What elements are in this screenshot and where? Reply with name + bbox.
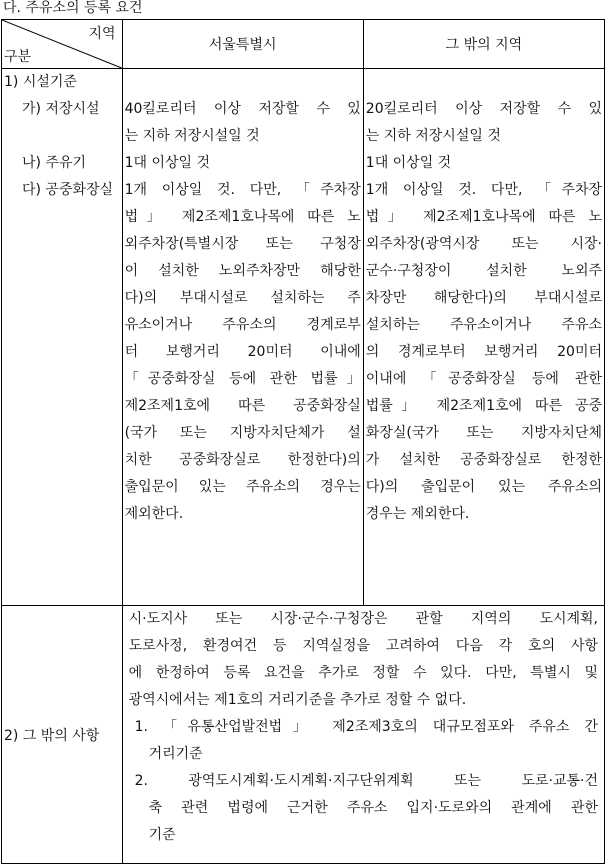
other-storage-line: 는 지하 저장시설일 것 (365, 128, 501, 144)
other-toilet-line: 화장실(국가 또는 지방자치단체 (365, 425, 602, 441)
intro-line: 도로사정, 환경여건 등 지역실정을 고려하여 다음 각 호의 사항 (128, 638, 598, 654)
intro-line: 에 한정하여 등록 요건을 추가로 정할 수 있다. 다만, 특별시 및 (128, 665, 598, 681)
item1-line: 1. 「유통산업발전법」 제2조제3호의 대규모점포와 주유소 간 (134, 719, 598, 735)
seoul-toilet-line: 제외한다. (124, 506, 184, 522)
seoul-storage-line: 40킬로리터 이상 저장할 수 있 (124, 101, 361, 117)
public-toilet-label: 다) 공중화장실 (22, 182, 114, 198)
seoul-toilet-line: 유소이거나 주유소의 경계로부 (124, 317, 361, 333)
seoul-header: 서울특별시 (122, 20, 363, 69)
seoul-toilet-line: 외주차장(특별시장 또는 구청장 (124, 236, 361, 252)
other-matters-label: 2) 그 밖의 사항 (2, 606, 123, 864)
item1-line: 거리기준 (148, 746, 203, 762)
other-toilet-line: 다)의 출입문이 있는 주유소의 (365, 479, 602, 495)
pump-label: 나) 주유기 (22, 155, 87, 171)
other-toilet-line: 가 설치한 공중화장실로 한정한 (365, 452, 602, 468)
seoul-pump-text: 1대 이상일 것 (124, 155, 211, 171)
registration-requirements-table (1, 19, 605, 864)
seoul-facility-cell (122, 69, 363, 606)
other-matters-row (2, 606, 605, 864)
item2-line: 축 관련 법령에 근거한 주유소 입지·도로와의 관계에 관한 (148, 800, 598, 816)
seoul-toilet-line: 제2조제1호에 따른 공중화장실 (124, 398, 361, 414)
other-toilet-line: 외주차장(광역시장 또는 시장· (365, 236, 602, 252)
item2-line: 2. 광역도시계획·도시계획·지구단위계획 또는 도로·교통·건 (134, 773, 598, 789)
diagonal-header-cell (2, 20, 123, 69)
intro-line: 시·도지사 또는 시장·군수·구청장은 관할 지역의 도시계획, (128, 611, 598, 627)
seoul-toilet-line: 1개 이상일 것. 다만, 「주차장 (124, 182, 361, 198)
seoul-toilet-line: 법」 제2조제1호나목에 따른 노 (124, 209, 361, 225)
seoul-toilet-line: (국가 또는 지방자치단체가 설 (124, 425, 361, 441)
seoul-toilet-line: 이 설치한 노외주차장만 해당한 (124, 263, 361, 279)
other-toilet-line: 군수·구청장이 설치한 노외주 (365, 263, 602, 279)
other-pump-text: 1대 이상일 것 (365, 155, 452, 171)
header-row (2, 20, 605, 69)
other-toilet-line: 1개 이상일 것. 다만, 「주차장 (365, 182, 602, 198)
item2-line: 기준 (148, 827, 176, 843)
facility-criteria-labels (2, 69, 123, 606)
category-label: 구분 (4, 49, 32, 65)
other-matters-cell (122, 606, 604, 864)
other-region-header: 그 밖의 지역 (363, 20, 604, 69)
seoul-storage-line: 는 지하 저장시설일 것 (124, 128, 260, 144)
seoul-toilet-line: 「공중화장실 등에 관한 법률」 (124, 371, 361, 387)
intro-line: 광역시에서는 제1호의 거리기준을 추가로 정할 수 없다. (128, 692, 467, 708)
facility-criteria-title: 1) 시설기준 (4, 74, 77, 90)
seoul-toilet-line: 터 보행거리 20미터 이내에 (124, 344, 361, 360)
other-storage-line: 20킬로리터 이상 저장할 수 있 (365, 101, 602, 117)
other-toilet-line: 이내에 「공중화장실 등에 관한 (365, 371, 602, 387)
seoul-toilet-line: 치한 공중화장실로 한정한다)의 (124, 452, 361, 468)
region-label: 지역 (88, 26, 116, 42)
seoul-toilet-line: 출입문이 있는 주유소의 경우는 (124, 479, 361, 495)
other-toilet-line: 법률」 제2조제1호에 따른 공중 (365, 398, 602, 414)
other-facility-cell (363, 69, 604, 606)
section-heading: 다. 주유소의 등록 요건 (3, 0, 143, 16)
other-toilet-line: 의 경계로부터 보행거리 20미터 (365, 344, 602, 360)
facility-criteria-row (2, 69, 605, 606)
other-toilet-line: 경우는 제외한다. (365, 506, 470, 522)
storage-facility-label: 가) 저장시설 (22, 101, 100, 117)
other-toilet-line: 설치하는 주유소이거나 주유소 (365, 317, 602, 333)
seoul-toilet-line: 다)의 부대시설로 설치하는 주 (124, 290, 361, 306)
other-toilet-line: 차장만 해당한다)의 부대시설로 (365, 290, 602, 306)
other-toilet-line: 법」 제2조제1호나목에 따른 노 (365, 209, 602, 225)
